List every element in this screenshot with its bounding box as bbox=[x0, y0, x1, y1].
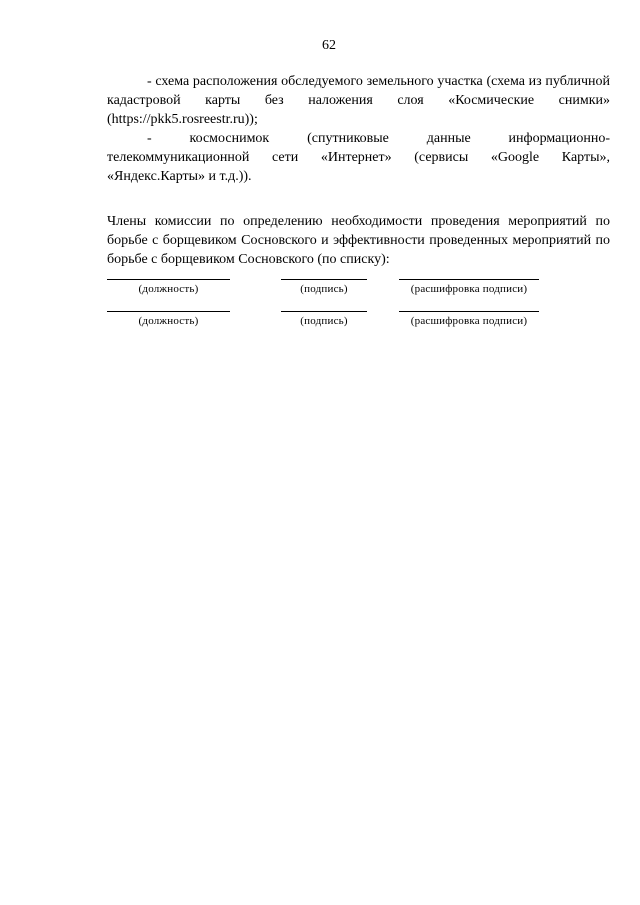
position-caption: (должность) bbox=[138, 315, 199, 327]
bullet-cadastral-map: - схема расположения обследуемого земельного участка (схема из публичной кадастровой карты без наложения слоя «Космические снимки» (https://pkk5.rosreestr.ru)); bbox=[107, 74, 610, 127]
position-field bbox=[107, 266, 230, 296]
bullet-satellite-image: - космоснимок (спутниковые данные информационно-телекоммуникационной сети «Интернет» (сервисы «Google Карты», «Яндекс.Карты» и т.д.)). bbox=[107, 131, 610, 184]
signature-line bbox=[281, 266, 367, 280]
members-intro-text: Члены комиссии по определению необходимости проведения мероприятий по борьбе с борщевиком Сосновского и эффективности проведенных мероприятий по борьбе с борщевиком Сосновского (по списку): bbox=[107, 214, 610, 267]
attachments-list bbox=[107, 72, 610, 186]
signature-decoding-field bbox=[399, 298, 539, 328]
signature-field bbox=[281, 266, 367, 296]
signature-caption: (подпись) bbox=[300, 315, 348, 327]
commission-members-intro bbox=[107, 212, 610, 269]
position-field bbox=[107, 298, 230, 328]
position-line bbox=[107, 266, 230, 280]
signature-decoding-caption: (расшифровка подписи) bbox=[410, 283, 528, 295]
signature-decoding-field bbox=[399, 266, 539, 296]
signature-caption: (подпись) bbox=[300, 283, 348, 295]
position-line bbox=[107, 298, 230, 312]
signature-decoding-caption: (расшифровка подписи) bbox=[410, 315, 528, 327]
page-number: 62 bbox=[322, 38, 336, 53]
signature-line bbox=[281, 298, 367, 312]
signature-decoding-line bbox=[399, 298, 539, 312]
signature-row bbox=[0, 298, 640, 338]
position-caption: (должность) bbox=[138, 283, 199, 295]
signature-field bbox=[281, 298, 367, 328]
signature-decoding-line bbox=[399, 266, 539, 280]
